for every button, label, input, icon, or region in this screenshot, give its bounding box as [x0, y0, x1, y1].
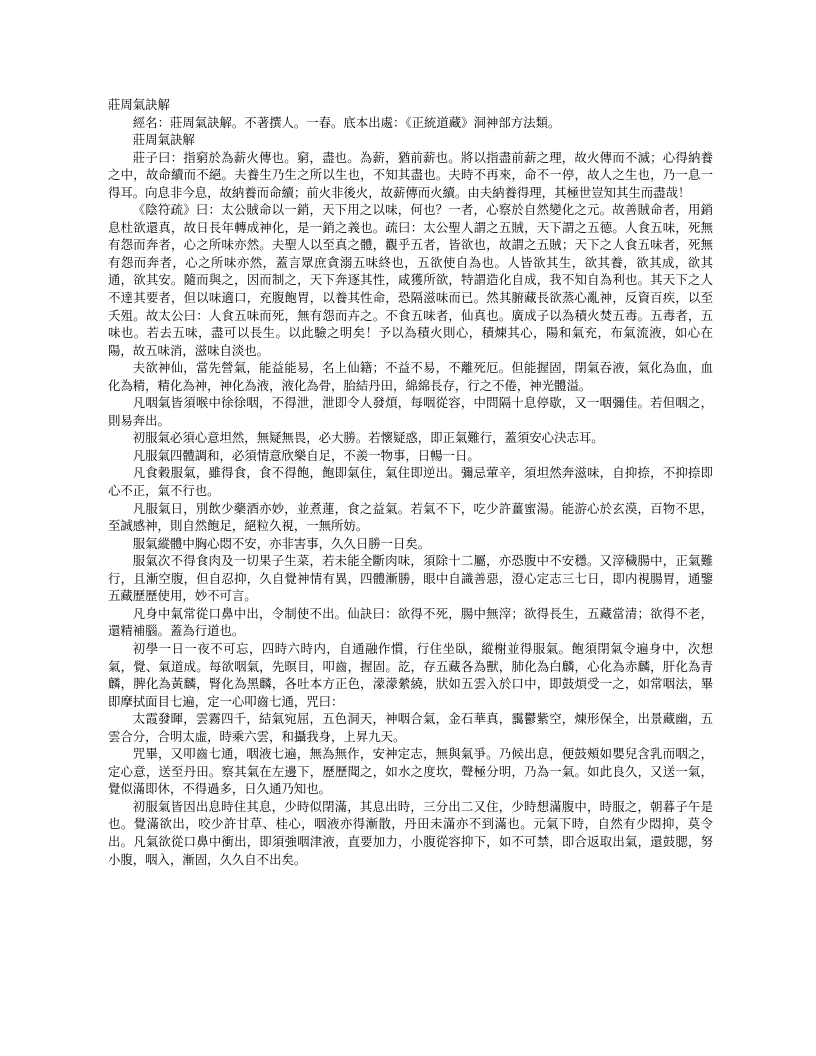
paragraph-dietary-restrictions: 服氣次不得食肉及一切果子生菜，若未能全斷肉味，須除十二屬，亦恐腹中不安穩。又滓穢腸中，正氣難行，且漸空腹，但自忍抑，久自覺神情有異，四體漸勝，眼中自識善惡，澄心定志三七日，即内視腸胃，通鑒五藏歷歷使用，妙不可言。	[108, 553, 713, 604]
paragraph-incantation: 太霞發暉，雲霧四千，結氣宛屈，五色洞天，神咽合氣，金石華真，靄鬱紫空，煉形保全，出景藏幽，五雲合分，合明太虛，時乘六雲，和攝我身，上昇九天。	[108, 711, 713, 744]
paragraph-after-incantation: 咒畢，又叩齒七通，咽液七遍，無為無作，安神定志，無與氣爭。乃候出息，便鼓頰如嬰兒含乳而咽之，定心意，送至丹田。察其氣在左邊下，歷歷聞之，如水之度坎，聲極分明，乃為一氣。如此良久，又送一氣，覺似滿即休，不得過多，日久通乃知也。	[108, 746, 713, 797]
paragraph-immortality-qi: 夫欲神仙，當先營氣，能益能易，名上仙籍；不益不易，不離死厄。但能握固，閉氣吞液，氣化為血，血化為精，精化為神，神化為液，液化為骨，胎結丹田，綿綿長存，行之不倦，神光體溢。	[108, 360, 713, 393]
paragraph-medicinal-wine: 凡服氣日，別飲少藥酒亦妙，並煮蓮，食之益氣。若氣不下，吃少許薑蜜湯。能游心於玄漠，百物不思，至誠感神，則自然飽足，絕粒久視，一無所妨。	[108, 500, 713, 534]
paragraph-breath-timing: 初服氣皆因出息時住其息，少時似閉滿，其息出時，三分出二又住，少時想滿腹中，時服之，朝暮子午是也。覺滿欲出，咬少許甘草、桂心，咽液亦得漸散，丹田未滿亦不到滿也。元氣下時，自然有少悶抑，莫令出。凡氣欲從口鼻中衝出，即須強咽津液，直要加力，小腹從容抑下，如不可禁，即合返取出氣，還鼓腮，努小腹，咽入，漸固，久久自不出矣。	[108, 798, 713, 867]
document-text-body	[108, 96, 713, 868]
paragraph-initial-practice-mind: 初服氣必須心意坦然，無疑無畏，必大勝。若懷疑惑，即正氣難行，蓋須安心決志耳。	[132, 430, 604, 446]
paragraph-beginner-daily: 初學一日一夜不可忘，四時六時内，自通融作慣，行住坐臥，縱榭並得服氣。飽須閉氣令遍身中，次想氣，覺、氣道成。每欲咽氣，先暝目，叩齒，握固。訖，存五藏各為獸，肺化為白麟，心化為赤麟，肝化為青麟，脾化為黃麟，腎化為黑麟，各吐本方正色，濛濛縈繞，狀如五雲入於口中，即鼓煩受一之，如常咽法，畢即摩拭面目七遍，定一心叩齒七通，咒曰：	[108, 640, 713, 709]
paragraph-grain-eating: 凡食穀服氣，雖得食，食不得飽，飽即氣住，氣住即逆出。彌忌葷辛，須坦然奔滋味，自抑捺，不抑捺即心不正，氣不行也。	[108, 465, 713, 499]
paragraph-swallowing-qi: 凡咽氣皆須喉中徐徐咽，不得泄，泄即令人發煩，每咽從容，中問隔十息停歇，又一咽彌佳。若但咽之，則易奔出。	[108, 395, 713, 428]
paragraph-chest-discomfort: 服氣縱體中胸心悶不安，亦非害事，久久日勝一日矣。	[132, 535, 431, 551]
paragraph-four-limbs-harmony: 凡服氣四體調和，必須情意欣樂自足，不羨一物事，日暢一日。	[132, 447, 480, 463]
section-heading: 莊周氣訣解	[132, 132, 195, 148]
document-title: 莊周氣訣解	[108, 97, 170, 112]
paragraph-zhuangzi-quote: 莊子曰：指窮於為薪火傳也。窮，盡也。為薪，猶前薪也。將以指盡前薪之理，故火傳而不滅；心得納養之中，故命續而不絕。夫養生乃生之所以生也，不知其盡也。夫時不再來，命不一停，故人之生也，乃一息一得耳。向息非今息，故納養而命續；前火非後火，故薪傳而火續。由夫納養得理，其極世豈知其生而盡哉！	[108, 149, 713, 200]
paragraph-yinfu-commentary: 《陰符疏》曰：太公賊命以一銷，天下用之以味，何也？一者，心察於自然變化之元。故善賊命者，用銷息杜欲還真，故日長年轉成神化，是一銷之義也。疏曰：太公聖人謂之五賊，天下謂之五德。人食五味，死無有怨而奔者，心之所味亦然。夫聖人以至真之體，觀乎五者，皆欲也，故謂之五賊；天下之人食五味者，死無有怨而奔者，心之所味亦然，蓋言眾庶貪溺五味終也，五欲使自為也。人皆欲其生，欲其養，欲其成，欲其通，欲其安。隨而與之，因而制之，天下奔逐其性，咸獲所欲，特謂造化自成，我不知自為利也。其天下之人不達其要者，但以味適口，充腹飽胃，以養其性命，恐隔滋味而已。然其腑藏長欲蒸心亂神，反資百疾，以至夭殂。故太公曰：人食五味而死，無有怨而卉之。不食五味者，仙真也。廣成子以為積火焚五毒。五毒者，五味也。若去五味，盡可以長生。以此驗之明矣！予以為積火則心，積煉其心，陽和氣充，布氣流液，如心在陽，故五味消，滋味自淡也。	[108, 202, 713, 358]
scripture-metadata: 經名：莊周氣訣解。不著撰人。一春。底本出處：《正統道藏》洞神部方法類。	[132, 114, 561, 130]
paragraph-immortal-formula: 凡身中氣常從口鼻中出，令制使不出。仙訣曰：欲得不死，腸中無滓；欲得長生，五藏當清；欲得不老，還精補腦。蓋為行道也。	[108, 605, 713, 639]
